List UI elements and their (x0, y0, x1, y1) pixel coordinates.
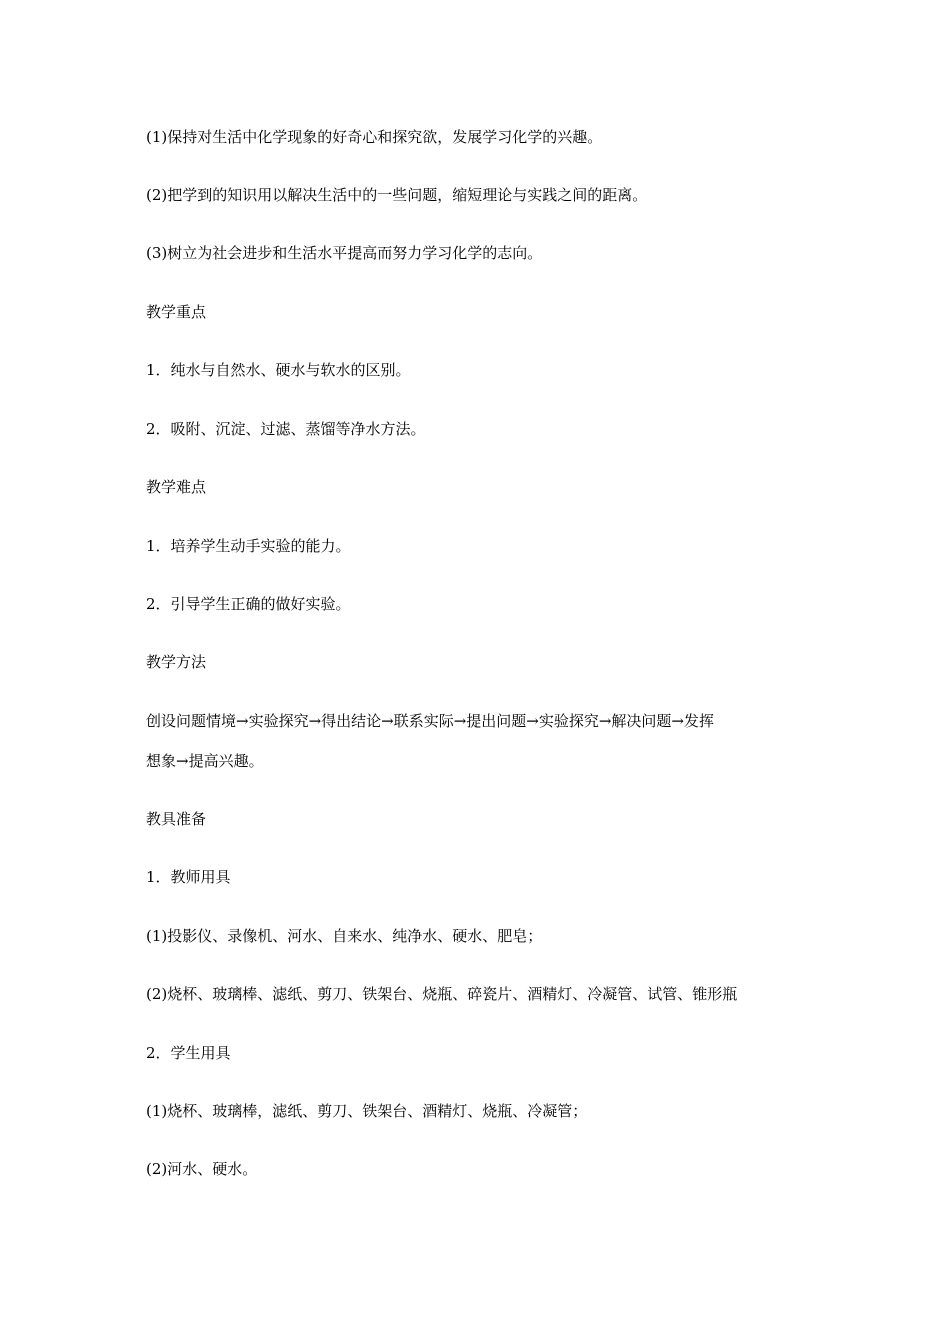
heading-difficulties: 教学难点 (146, 478, 207, 496)
heading-key-points: 教学重点 (146, 303, 207, 321)
difficulty-1: 1．培养学生动手实验的能力。 (146, 537, 351, 555)
teacher-materials-1: (1)投影仪、录像机、河水、自来水、纯净水、硬水、肥皂； (146, 927, 543, 945)
student-materials-2: (2)河水、硬水。 (146, 1160, 258, 1178)
student-materials-heading: 2．学生用具 (146, 1044, 231, 1062)
teacher-materials-heading: 1．教师用具 (146, 868, 231, 886)
goal-line-2: (2)把学到的知识用以解决生活中的一些问题，缩短理论与实践之间的距离。 (146, 186, 648, 204)
heading-materials: 教具准备 (146, 810, 207, 828)
goal-line-3: (3)树立为社会进步和生活水平提高而努力学习化学的志向。 (146, 244, 543, 262)
goal-line-1: (1)保持对生活中化学现象的好奇心和探究欲，发展学习化学的兴趣。 (146, 128, 603, 146)
key-point-1: 1．纯水与自然水、硬水与软水的区别。 (146, 361, 411, 379)
difficulty-2: 2．引导学生正确的做好实验。 (146, 595, 351, 613)
heading-method: 教学方法 (146, 653, 207, 671)
teacher-materials-2: (2)烧杯、玻璃棒、滤纸、剪刀、铁架台、烧瓶、碎瓷片、酒精灯、冷凝管、试管、锥形瓶 (146, 985, 738, 1003)
method-line-1: 创设问题情境→实验探究→得出结论→联系实际→提出问题→实验探究→解决问题→发挥 (146, 712, 714, 730)
key-point-2: 2．吸附、沉淀、过滤、蒸馏等净水方法。 (146, 420, 426, 438)
student-materials-1: (1)烧杯、玻璃棒，滤纸、剪刀、铁架台、酒精灯、烧瓶、冷凝管； (146, 1102, 588, 1120)
method-line-2: 想象→提高兴趣。 (146, 752, 264, 770)
